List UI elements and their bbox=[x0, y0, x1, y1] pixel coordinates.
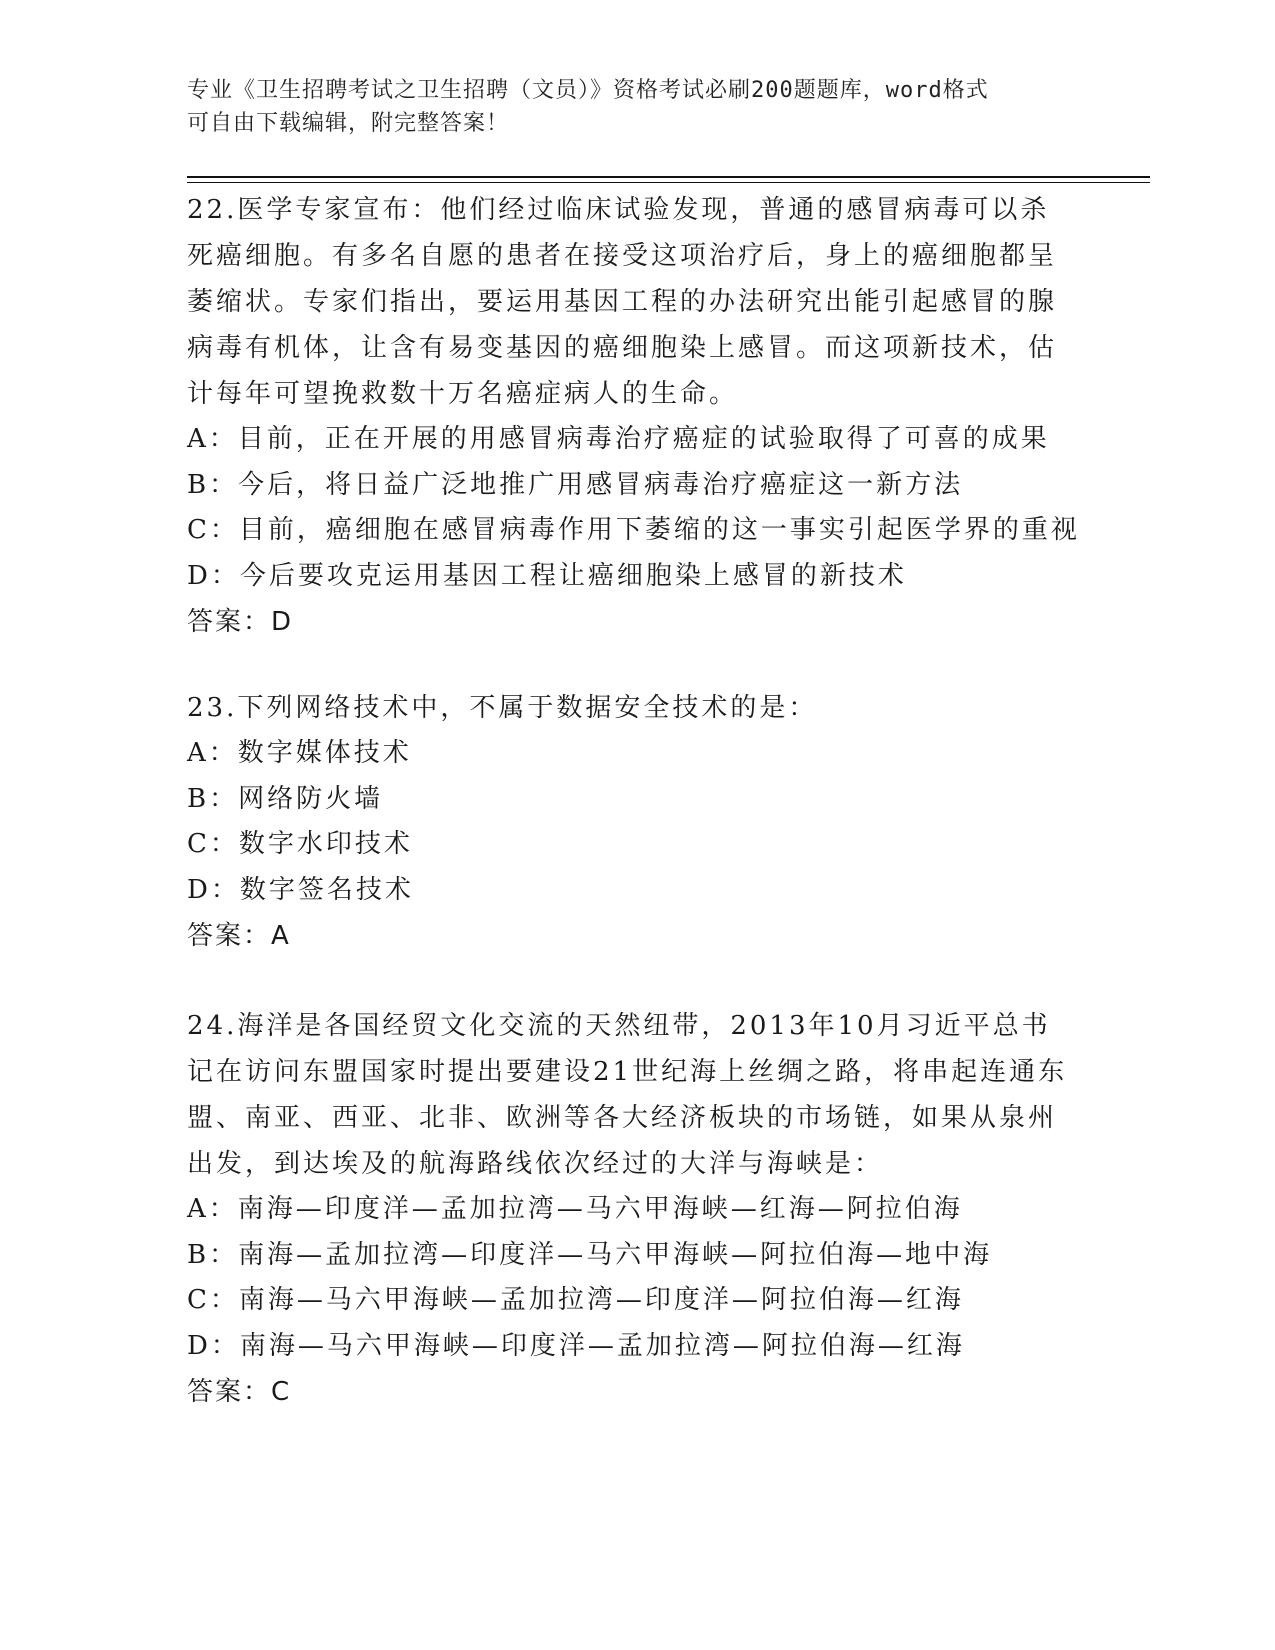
header-line-1: 专业《卫生招聘考试之卫生招聘（文员）》资格考试必刷200题题库，word格式 bbox=[187, 78, 989, 103]
header-line-2: 可自由下载编辑，附完整答案！ bbox=[187, 111, 510, 136]
option-d: D：南海—马六甲海峡—印度洋—孟加拉湾—阿拉伯海—红海 bbox=[187, 1330, 965, 1361]
option-a: A：目前，正在开展的用感冒病毒治疗癌症的试验取得了可喜的成果 bbox=[187, 424, 1050, 454]
option-b: B：网络防火墙 bbox=[187, 783, 384, 814]
option-c: C：目前，癌细胞在感冒病毒作用下萎缩的这一事实引起医学界的重视 bbox=[187, 515, 1080, 545]
question-stem: 22.医学专家宣布：他们经过临床试验发现，普通的感冒病毒可以杀死癌细胞。有多名自愿的患者在接受这项治疗后，身上的癌细胞都呈萎缩状。专家们指出，要运用基因工程的办法研究出能引起感冒的腺病毒有机体，让含有易变基因的癌细胞染上感冒。而这项新技术，估计每年可望挽救数十万名癌症病人的生命。 bbox=[187, 195, 1058, 409]
question-22 bbox=[187, 187, 1080, 645]
answer-label: 答案：A bbox=[187, 921, 291, 951]
option-a: A：数字媒体技术 bbox=[187, 738, 412, 768]
option-list bbox=[187, 1187, 1077, 1369]
question-stem: 23.下列网络技术中，不属于数据安全技术的是： bbox=[187, 693, 818, 723]
option-b: B：今后，将日益广泛地推广用感冒病毒治疗癌症这一新方法 bbox=[187, 469, 964, 500]
option-d: D：今后要攻克运用基因工程让癌细胞染上感冒的新技术 bbox=[187, 560, 907, 591]
option-c: C：南海—马六甲海峡—孟加拉湾—印度洋—阿拉伯海—红海 bbox=[187, 1285, 964, 1315]
option-d: D：数字签名技术 bbox=[187, 874, 414, 905]
answer-label: 答案：C bbox=[187, 1377, 292, 1407]
option-c: C：数字水印技术 bbox=[187, 829, 413, 859]
question-23 bbox=[187, 685, 1077, 959]
document-header bbox=[187, 74, 1067, 140]
question-24 bbox=[187, 1003, 1077, 1415]
header-divider-thick bbox=[187, 176, 1150, 178]
option-b: B：南海—孟加拉湾—印度洋—马六甲海峡—阿拉伯海—地中海 bbox=[187, 1239, 993, 1270]
option-a: A：南海—印度洋—孟加拉湾—马六甲海峡—红海—阿拉伯海 bbox=[187, 1194, 963, 1224]
answer-label: 答案：D bbox=[187, 607, 294, 637]
option-list bbox=[187, 417, 1080, 599]
question-stem: 24.海洋是各国经贸文化交流的天然纽带，2013年10月习近平总书记在访问东盟国家时提出要建设21世纪海上丝绸之路，将串起连通东盟、南亚、西亚、北非、欧洲等各大经济板块的市场链，如果从泉州出发，到达埃及的航海路线依次经过的大洋与海峡是： bbox=[187, 1011, 1068, 1179]
header-divider-thin bbox=[187, 182, 1150, 183]
option-list bbox=[187, 731, 1077, 913]
